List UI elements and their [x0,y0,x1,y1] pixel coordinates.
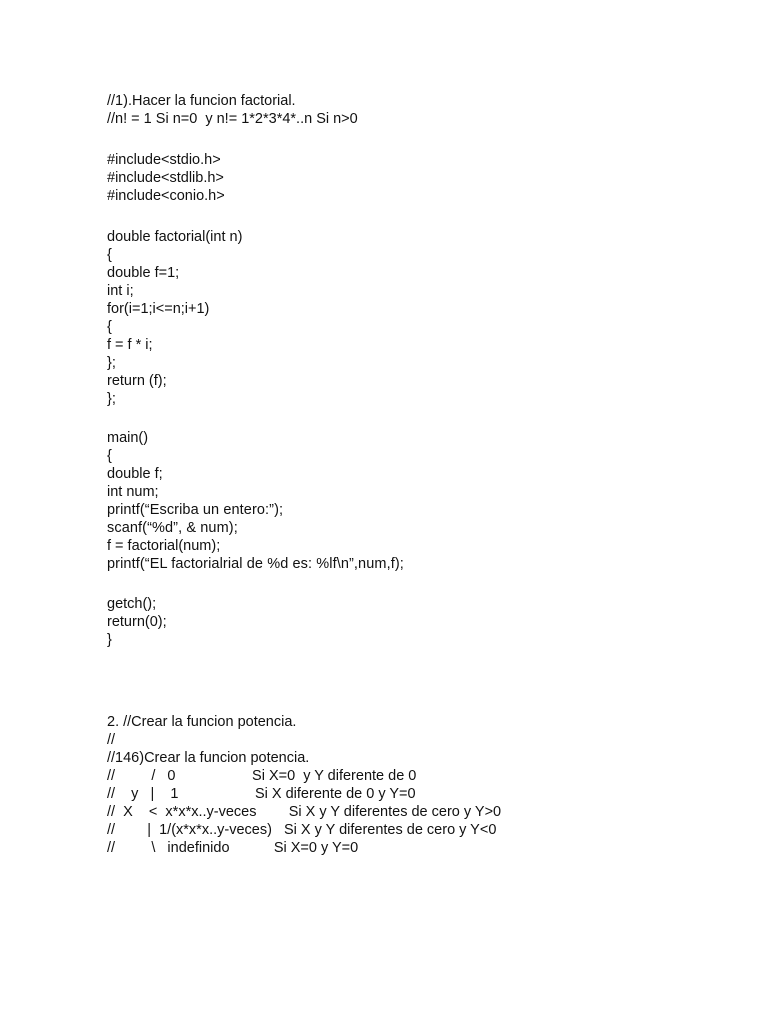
main-open-brace: { [107,448,112,464]
power-comment-blank: // [107,732,116,748]
factorial-decl-f: double f=1; [107,265,180,281]
main-return: return(0); [107,614,167,630]
factorial-decl-i: int i; [107,283,134,299]
power-subtitle: //146)Crear la funcion potencia. [107,750,310,766]
factorial-for-loop: for(i=1;i<=n;i+1) [107,301,210,317]
factorial-signature: double factorial(int n) [107,229,243,245]
factorial-loop-open: { [107,319,112,335]
power-case-undefined: // \ indefinido Si X=0 y Y=0 [107,840,359,856]
intro-comment-block [107,92,747,128]
factorial-loop-body: f = f * i; [107,337,153,353]
include-conio: #include<conio.h> [107,188,225,204]
factorial-open-brace: { [107,247,112,263]
intro-line-2: //n! = 1 Si n=0 y n!= 1*2*3*4*..n Si n>0 [107,111,358,127]
factorial-function-block [107,228,747,408]
main-decl-num: int num; [107,484,159,500]
power-case-positive: // X < x*x*x..y-veces Si X y Y diferentes de cero y Y>0 [107,804,502,820]
main-end-block [107,595,747,649]
main-printf-result: printf(“EL factorialrial de %d es: %lf\n”,num,f); [107,556,404,572]
main-getch: getch(); [107,596,157,612]
power-case-zero: // / 0 Si X=0 y Y diferente de 0 [107,768,417,784]
include-directives-block [107,151,747,205]
main-scanf: scanf(“%d”, & num); [107,520,238,536]
factorial-close-brace: }; [107,391,116,407]
include-stdlib: #include<stdlib.h> [107,170,224,186]
power-case-negative: // | 1/(x*x*x..y-veces) Si X y Y diferentes de cero y Y<0 [107,822,497,838]
power-title: 2. //Crear la funcion potencia. [107,714,297,730]
main-decl-f: double f; [107,466,163,482]
factorial-return: return (f); [107,373,167,389]
main-signature: main() [107,430,149,446]
power-function-block [107,713,747,857]
main-function-block [107,429,747,573]
factorial-loop-close: }; [107,355,116,371]
intro-line-1: //1).Hacer la funcion factorial. [107,93,296,109]
main-call-factorial: f = factorial(num); [107,538,221,554]
power-case-one: // y | 1 Si X diferente de 0 y Y=0 [107,786,416,802]
main-close-brace: } [107,632,112,648]
main-printf-prompt: printf(“Escriba un entero:”); [107,502,284,518]
include-stdio: #include<stdio.h> [107,152,221,168]
